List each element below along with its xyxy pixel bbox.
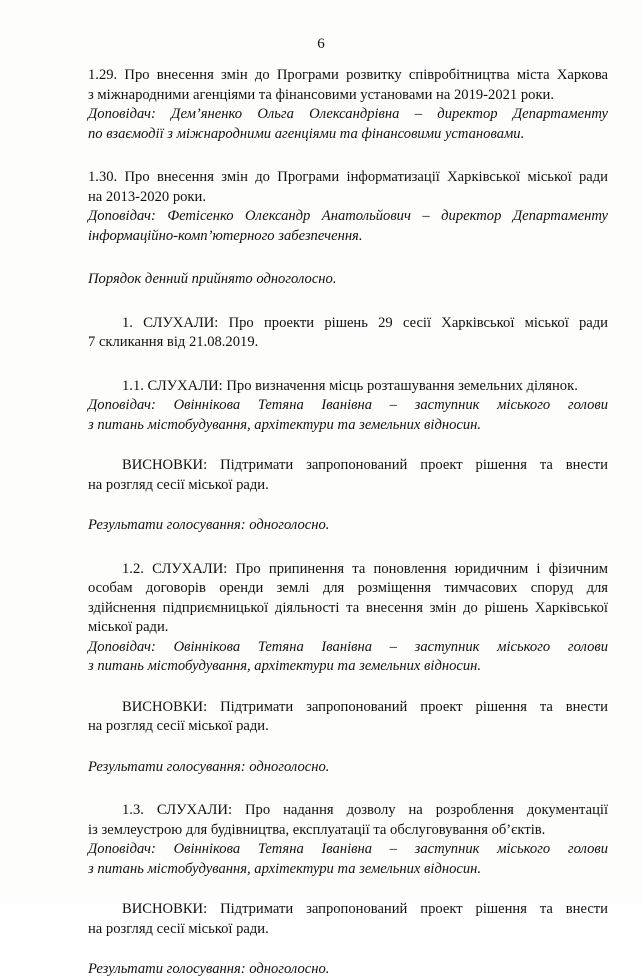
section-1-2 (88, 560, 608, 778)
agenda-item-title-line: на 2013-2020 роки. (88, 188, 206, 205)
section-1-3 (88, 801, 608, 980)
conclusion-line: ВИСНОВКИ: Підтримати запропонований проект рішення та внести (122, 457, 608, 473)
section-1-1 (88, 377, 608, 536)
heard-line: 1. СЛУХАЛИ: Про проекти рішень 29 сесії Харківської міської ради (122, 314, 608, 331)
heard-line: 7 скликання від 21.08.2019. (88, 334, 259, 350)
speaker-line: з питань містобудування, архітектури та земельних відносин. (88, 860, 482, 877)
heard-line: 1.3. СЛУХАЛИ: Про надання дозволу на розроблення документації (122, 802, 608, 818)
agenda-item-1-29 (88, 66, 608, 144)
heard-line: 1.2. СЛУХАЛИ: Про припинення та поновлення юридичним і фізичним (122, 560, 608, 577)
heard-line: здійснення підприємницької діяльності та внесення змін до рішень Харківської (88, 599, 608, 616)
speaker-line: з питань містобудування, архітектури та земельних відносин. (88, 416, 482, 433)
speaker-line: по взаємодії з міжнародними агенціями та фінансовими установами. (88, 125, 525, 142)
heard-line: міської ради. (88, 619, 169, 635)
heard-line: 1.1. СЛУХАЛИ: Про визначення місць розташування земельних ділянок. (122, 377, 578, 394)
agenda-item-title-line: 1.29. Про внесення змін до Програми розвитку співробітництва міста Харкова (88, 67, 608, 83)
speaker-line: Доповідач: Овіннікова Тетяна Іванівна – заступник міського голови (88, 638, 608, 655)
speaker-line: Доповідач: Овіннікова Тетяна Іванівна – заступник міського голови (88, 397, 608, 413)
conclusion-line: ВИСНОВКИ: Підтримати запропонований проект рішення та внести (122, 901, 608, 917)
agenda-item-title-line: з міжнародними агенціями та фінансовими установами на 2019-2021 роки. (88, 86, 555, 103)
heard-main (88, 314, 608, 353)
agenda-adopted-note: Порядок денний прийнято одноголосно. (88, 271, 337, 287)
vote-result: Результати голосування: одноголосно. (88, 758, 330, 775)
document-body (88, 66, 608, 980)
vote-result: Результати голосування: одноголосно. (88, 517, 330, 533)
conclusion-line: на розгляд сесії міської ради. (88, 718, 269, 734)
conclusion-line: на розгляд сесії міської ради. (88, 920, 269, 937)
agenda-item-1-30 (88, 168, 608, 246)
conclusion-line: ВИСНОВКИ: Підтримати запропонований проект рішення та внести (122, 698, 608, 715)
speaker-line: Доповідач: Дем’яненко Ольга Олександрівна – директор Департаменту (88, 106, 608, 122)
heard-line: із землеустрою для будівництва, експлуатації та обслуговування об’єктів. (88, 821, 546, 838)
agenda-item-title-line: 1.30. Про внесення змін до Програми інформатизації Харківської міської ради (88, 169, 608, 185)
conclusion-line: на розгляд сесії міської ради. (88, 476, 269, 493)
page-number: 6 (317, 36, 325, 52)
speaker-line: Доповідач: Фетісенко Олександр Анатольйович – директор Департаменту (88, 208, 608, 224)
speaker-line: з питань містобудування, архітектури та земельних відносин. (88, 658, 482, 674)
vote-result: Результати голосування: одноголосно. (88, 961, 330, 977)
heard-line: особам договорів оренди землі для розміщення тимчасових споруд для (88, 580, 608, 596)
speaker-line: інформаційно-комп’ютерного забезпечення. (88, 227, 363, 244)
speaker-line: Доповідач: Овіннікова Тетяна Іванівна – заступник міського голови (88, 841, 608, 857)
